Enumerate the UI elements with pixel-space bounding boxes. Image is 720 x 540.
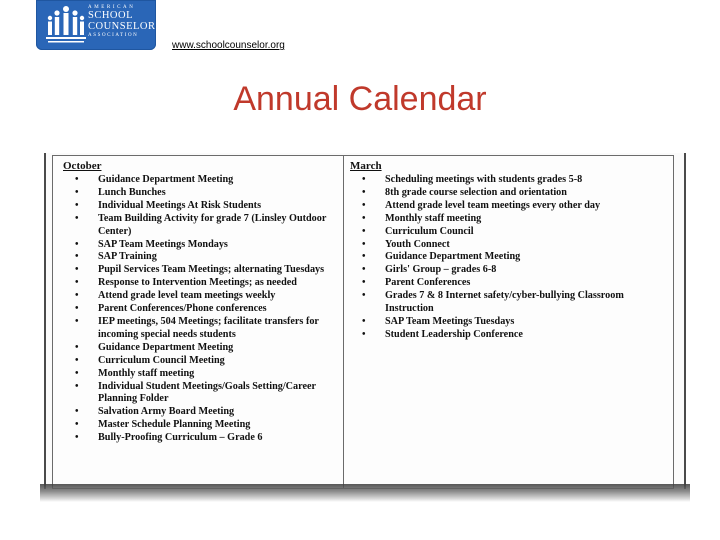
list-item: • Youth Connect <box>350 239 642 252</box>
list-item: • Attend grade level team meetings every other day <box>350 200 642 213</box>
list-item: • Monthly staff meeting <box>63 368 333 381</box>
list-item: • SAP Team Meetings Tuesdays <box>350 316 642 329</box>
list-item: • Master Schedule Planning Meeting <box>63 419 333 432</box>
list-item: • Student Leadership Conference <box>350 329 642 342</box>
list-item: • Individual Student Meetings/Goals Setting/Career Planning Folder <box>63 381 333 407</box>
logo-line-association: ASSOCIATION <box>88 33 139 38</box>
website-link[interactable]: www.schoolcounselor.org <box>172 40 285 51</box>
list-item: • Response to Intervention Meetings; as needed <box>63 277 333 290</box>
logo-wordmark <box>88 5 154 38</box>
page-title: Annual Calendar <box>233 80 487 118</box>
march-column <box>350 160 642 342</box>
october-column <box>63 160 333 445</box>
list-item: • Pupil Services Team Meetings; alternating Tuesdays <box>63 264 333 277</box>
logo-line-counselor: COUNSELOR <box>88 20 156 32</box>
march-list <box>350 174 642 342</box>
list-item: • Guidance Department Meeting <box>63 342 333 355</box>
list-item: • Individual Meetings At Risk Students <box>63 200 333 213</box>
list-item: • Scheduling meetings with students grades 5-8 <box>350 174 642 187</box>
list-item: • Guidance Department Meeting <box>350 251 642 264</box>
list-item: • Grades 7 & 8 Internet safety/cyber-bullying Classroom Instruction <box>350 290 642 316</box>
list-item: • Parent Conferences/Phone conferences <box>63 303 333 316</box>
list-item: • Lunch Bunches <box>63 187 333 200</box>
list-item: • IEP meetings, 504 Meetings; facilitate transfers for incoming special needs students <box>63 316 333 342</box>
october-heading: October <box>63 160 102 172</box>
list-item: • SAP Team Meetings Mondays <box>63 239 333 252</box>
document-bottom-edge <box>40 484 690 502</box>
logo-line-american: AMERICAN <box>88 5 136 10</box>
march-heading: March <box>350 160 382 172</box>
people-emblem-icon <box>46 4 86 46</box>
october-list <box>63 174 333 445</box>
logo-line-school: SCHOOL <box>88 10 134 21</box>
asca-logo[interactable] <box>36 0 156 50</box>
list-item: • Team Building Activity for grade 7 (Linsley Outdoor Center) <box>63 213 333 239</box>
list-item: • Curriculum Council <box>350 226 642 239</box>
calendar-table <box>52 155 674 489</box>
list-item: • Parent Conferences <box>350 277 642 290</box>
list-item: • Attend grade level team meetings weekly <box>63 290 333 303</box>
list-item: • Salvation Army Board Meeting <box>63 406 333 419</box>
list-item: • Bully-Proofing Curriculum – Grade 6 <box>63 432 333 445</box>
list-item: • Guidance Department Meeting <box>63 174 333 187</box>
list-item: • Curriculum Council Meeting <box>63 355 333 368</box>
list-item: • 8th grade course selection and orientation <box>350 187 642 200</box>
column-divider <box>343 156 344 488</box>
calendar-document-image <box>44 153 686 489</box>
list-item: • SAP Training <box>63 251 333 264</box>
list-item: • Monthly staff meeting <box>350 213 642 226</box>
list-item: • Girls' Group – grades 6-8 <box>350 264 642 277</box>
